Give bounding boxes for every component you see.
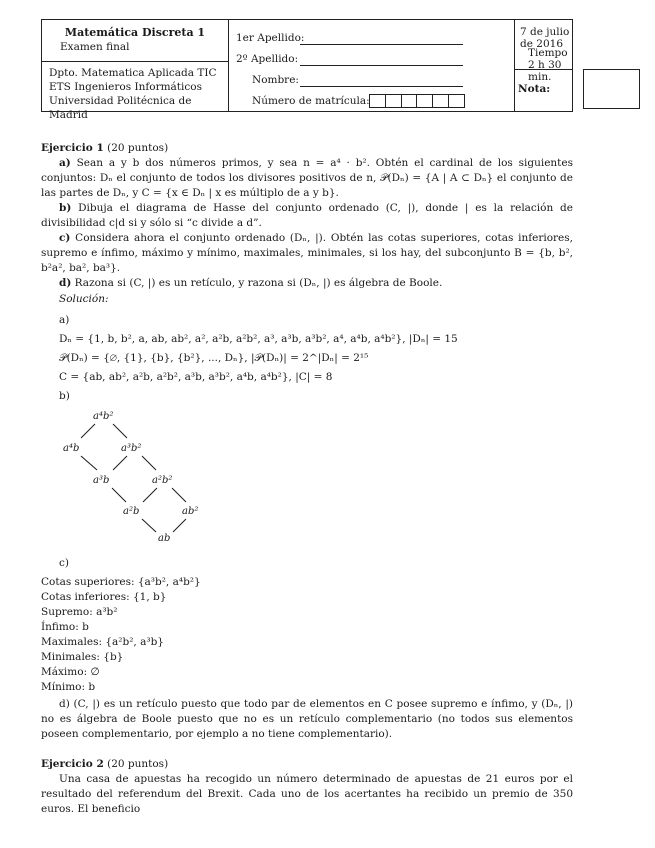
hasse-edge [143, 488, 157, 502]
course-title: Matemática Discreta 1 [64, 26, 206, 39]
solution-label: Solución: [59, 293, 109, 305]
solution-a-c: C = {ab, ab², a²b, a²b², a³b, a³b², a⁴b, a⁴b²}, |C| = 8 [59, 371, 333, 383]
student-info-cell [228, 20, 515, 111]
matricula-field[interactable] [369, 94, 465, 108]
exercise-1c: c) Considera ahora el conjunto ordenado (Dₙ, |). Obtén las cotas superiores, cotas inferiores, supremo e ínfimo, máximo y mínimo, maximales, minimales, si los hay, del subconjunto B = {b, b², b²a², ba², ba³}. [41, 232, 573, 274]
apellido1-field[interactable] [300, 44, 463, 45]
supremo: Supremo: a³b² [41, 606, 118, 618]
hasse-node-a3b: a³b [93, 475, 110, 486]
matricula-label: Número de matrícula: [252, 95, 370, 107]
hasse-edge [142, 456, 156, 470]
cotas-superiores: Cotas superiores: {a³b², a⁴b²} [41, 576, 201, 588]
minimo: Mínimo: b [41, 681, 96, 693]
apellido2-label: 2º Apellido: [236, 53, 299, 65]
nombre-label: Nombre: [252, 74, 299, 86]
solution-c-label: c) [59, 557, 69, 569]
hasse-node-a4b: a⁴b [63, 443, 80, 454]
hasse-edge [142, 519, 156, 532]
solution-d: d) (C, |) es un retículo puesto que todo par de elementos en C posee supremo e ínfimo, y (Dₙ, |) no es álgebra de Boole puesto que no es un retículo complementario (no todos sus elementos poseen complementario, por ejemplo a no tiene complementario). [41, 698, 573, 740]
solution-a-dn: Dₙ = {1, b, b², a, ab, ab², a², a²b, a²b², a³, a³b, a³b², a⁴, a⁴b, a⁴b²}, |Dₙ| = 15 [59, 333, 458, 345]
grade-box[interactable] [583, 69, 640, 109]
institution-block [49, 66, 228, 122]
maximo: Máximo: ∅ [41, 666, 100, 678]
hasse-node-a2b2: a²b² [152, 475, 173, 486]
exercise-1-title: Ejercicio 1 [41, 142, 104, 154]
apellido1-label: 1er Apellido: [236, 32, 305, 44]
nombre-field[interactable] [300, 86, 463, 87]
hasse-edge [173, 519, 186, 532]
hasse-edge [112, 488, 126, 502]
hasse-edge [172, 488, 186, 502]
hasse-node-a2b: a²b [123, 506, 140, 517]
hasse-edge [113, 456, 127, 470]
infimo: Ínfimo: b [41, 621, 89, 633]
grade-label: Nota: [518, 83, 551, 95]
exercise-1b: b) Dibuja el diagrama de Hasse del conjunto ordenado (C, |), donde | es la relación de divisibilidad c|d si y sólo si “c divide a d”. [41, 202, 573, 229]
minimales: Minimales: {b} [41, 651, 124, 663]
exercise-2 [41, 757, 573, 817]
hasse-edge [81, 456, 97, 470]
solution-c [41, 556, 573, 695]
solution-b-label: b) [59, 390, 70, 402]
date-grade-cell [514, 20, 572, 111]
solution-a [41, 311, 573, 406]
exercise-1a: a) Sean a y b dos números primos, y sea n = a⁴ · b². Obtén el cardinal de los siguientes conjuntos: Dₙ el conjunto de todos los divisores positivos de n, 𝒫(Dₙ) = {A | A ⊂ Dₙ} el conjunto de las partes de Dₙ, y C = {x ∈ Dₙ | x es múltiplo de a y b}. [41, 157, 573, 199]
exercise-1d: d) Razona si (C, |) es un retículo, y razona si (Dₙ, |) es álgebra de Boole. [59, 277, 443, 289]
maximales: Maximales: {a²b², a³b} [41, 636, 164, 648]
hasse-node-a3b2: a³b² [121, 443, 142, 454]
apellido2-field[interactable] [300, 65, 463, 66]
university: Universidad Politécnica de Madrid [49, 95, 192, 121]
hasse-edge [113, 424, 127, 438]
hasse-node-ab2: ab² [182, 506, 199, 517]
exercise-1 [41, 141, 573, 307]
hasse-node-ab: ab [158, 533, 171, 544]
exercise-2-text: Una casa de apuestas ha recogido un número determinado de apuestas de 21 euros por el resultado del referendum del Brexit. Cada uno de los acertantes ha recibido un premio de 350 euros. El beneficio [41, 773, 573, 815]
exam-type: Examen final [60, 41, 130, 53]
department: Dpto. Matematica Aplicada TIC [49, 67, 217, 79]
hasse-node-a4b2: a⁴b² [93, 411, 114, 422]
exercise-1-points: (20 puntos) [107, 142, 169, 154]
exam-duration: Tiempo 2 h 30 min. [528, 47, 568, 83]
exam-date: 7 de julio de 2016 [520, 26, 570, 50]
course-info-cell [42, 20, 229, 121]
hasse-edge [81, 424, 95, 438]
solution-a-partes: 𝒫(Dₙ) = {∅, {1}, {b}, {b²}, ..., Dₙ}, |𝒫(Dₙ)| = 2^|Dₙ| = 2¹⁵ [59, 352, 369, 364]
exercise-2-title: Ejercicio 2 [41, 758, 104, 770]
hasse-diagram [55, 405, 225, 545]
school: ETS Ingenieros Informáticos [49, 81, 202, 93]
exercise-2-points: (20 puntos) [107, 758, 169, 770]
cotas-inferiores: Cotas inferiores: {1, b} [41, 591, 167, 603]
exam-header-table [41, 19, 573, 121]
solution-a-label: a) [59, 314, 70, 326]
